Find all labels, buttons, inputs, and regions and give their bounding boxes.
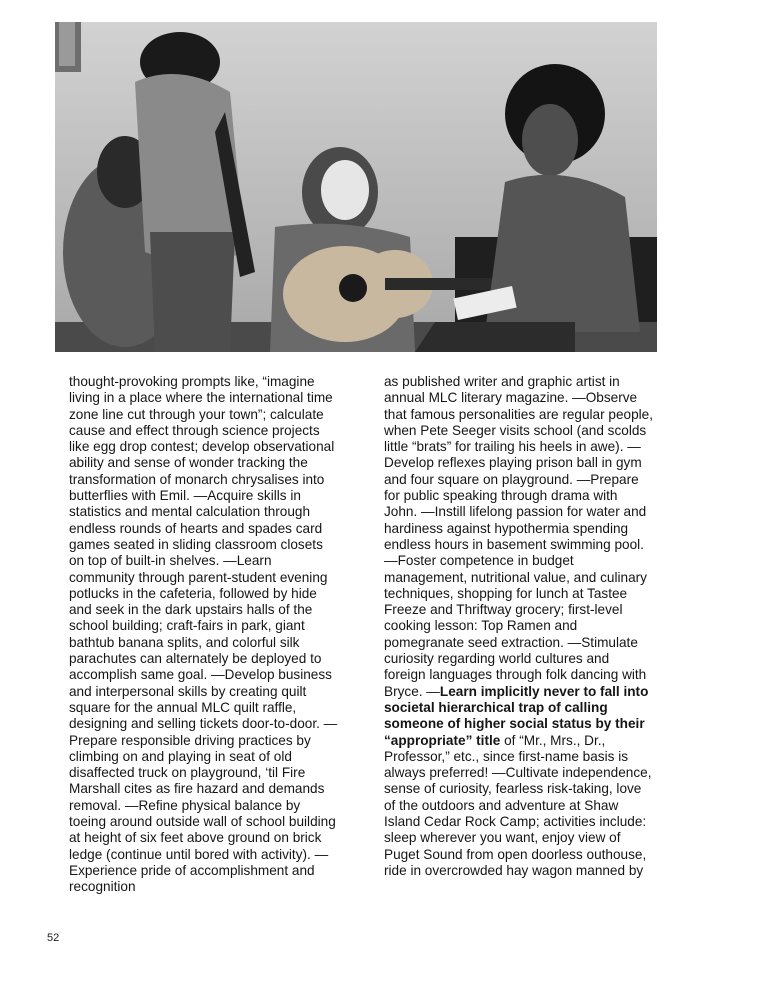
right-column-bold-text: Learn implicitly never to fall into societal hierarchical trap of calling someone of higher social status by their “appropriate” title [384, 683, 649, 748]
right-column-text-before: as published writer and graphic artist in annual MLC literary magazine. —Observe that famous personalities are regular people, when Pete Seeger visits school (and scolds little “brats” for trailing his heels in awe). —Develop reflexes playing prison ball in gym and four square on playground. —Prepare for public speaking through drama with John. —Instill lifelong passion for water and hardiness against hypothermia spending endless hours in basement swimming pool. —Foster competence in budget management, nutritional value, and culinary techniques, shopping for lunch at Tastee Freeze and Thriftway grocery; first-level cooking lesson: Top Ramen and pomegranate seed extraction. —Stimulate curiosity regarding world cultures and foreign languages through folk dancing with Bryce. — [384, 374, 654, 699]
page-number: 52 [47, 932, 60, 944]
right-column [384, 374, 654, 879]
left-column [69, 374, 339, 896]
photo-illustration [55, 22, 657, 352]
right-column-text-after: of “Mr., Mrs., Dr., Professor,” etc., since first-name basis is always preferred! —Cultivate independence, sense of curiosity, fearless risk-taking, love of the outdoors and adventure at Shaw Island Cedar Rock Camp; activities include: sleep wherever you want, enjoy view of Puget Sound from open doorless outhouse, ride in overcrowded hay wagon manned by [384, 732, 652, 878]
right-column-paragraph [384, 374, 654, 879]
photograph [55, 22, 657, 352]
left-column-text: thought-provoking prompts like, “imagine living in a place where the international time zone line cut through your town”; calculate cause and effect through science projects like egg drop contest; develop observational ability and sense of wonder tracking the transformation of monarch chrysalises into butterflies with Emil. —Acquire skills in statistics and mental calculation through endless rounds of hearts and spades card games seated in sliding classroom closets on top of built-in shelves. —Learn community through parent-student evening potlucks in the cafeteria, followed by hide and seek in the dark upstairs halls of the school building; craft-fairs in park, giant bathtub banana splits, and colorful silk parachutes can alternately be deployed to accomplish same goal. —Develop business and interpersonal skills by creating quilt square for the annual MLC quilt raffle, designing and selling tickets door-to-door. —Prepare responsible driving practices by climbing on and playing in seat of old disaffected truck on playground, ‘til Fire Marshall cites as fire hazard and demands removal. —Refine physical balance by toeing around outside wall of school building at height of six feet above ground on brick ledge (continue until bored with activity). —Experience pride of accomplishment and recognition [69, 374, 338, 895]
